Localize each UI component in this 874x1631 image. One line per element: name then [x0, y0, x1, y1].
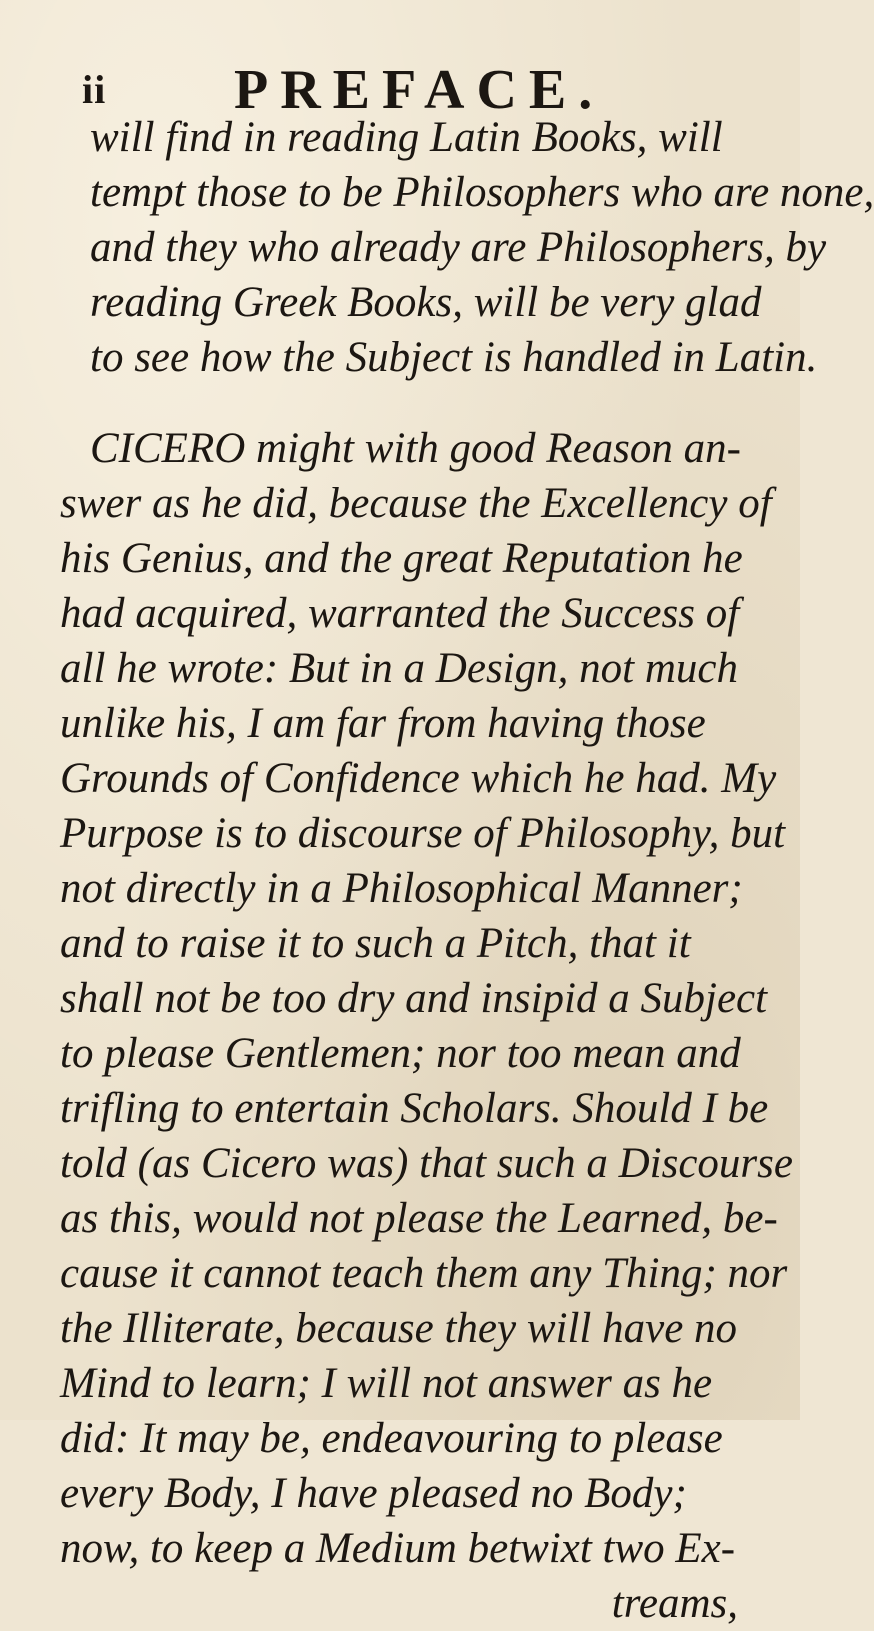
- paragraph-1: [60, 110, 874, 385]
- text-line: trifling to entertain Scholars. Should I be: [60, 1085, 769, 1132]
- text-line: his Genius, and the great Reputation he: [60, 535, 743, 582]
- text-line: swer as he did, because the Excellency of: [60, 480, 772, 527]
- text-line: to please Gentlemen; nor too mean and: [60, 1030, 741, 1077]
- page-header: [0, 10, 800, 121]
- running-head: PREFACE.: [234, 59, 605, 121]
- text-line: shall not be too dry and insipid a Subject: [60, 975, 768, 1022]
- text-line: not directly in a Philosophical Manner;: [60, 865, 743, 912]
- text-line: tempt those to be Philosophers who are none,: [90, 169, 874, 216]
- text-line: and to raise it to such a Pitch, that it: [60, 920, 691, 967]
- paragraph-gap: [60, 385, 760, 421]
- text-line: every Body, I have pleased no Body;: [60, 1470, 687, 1517]
- text-line: to see how the Subject is handled in Latin.: [90, 334, 818, 381]
- text-line: did: It may be, endeavouring to please: [60, 1415, 723, 1462]
- text-line: the Illiterate, because they will have no: [60, 1305, 738, 1352]
- text-line: and they who already are Philosophers, by: [90, 224, 827, 271]
- text-line: reading Greek Books, will be very glad: [90, 279, 762, 326]
- text-line: Grounds of Confidence which he had. My: [60, 755, 777, 802]
- text-line: CICERO might with good Reason an-: [90, 425, 741, 472]
- text-line: had acquired, warranted the Success of: [60, 590, 740, 637]
- text-line: told (as Cicero was) that such a Discourse: [60, 1140, 793, 1187]
- text-line: as this, would not please the Learned, be-: [60, 1195, 778, 1242]
- text-line: Mind to learn; I will not answer as he: [60, 1360, 713, 1407]
- paragraph-2: [60, 421, 793, 1576]
- page-number: ii: [82, 67, 107, 112]
- text-line: cause it cannot teach them any Thing; nor: [60, 1250, 788, 1297]
- text-line: will find in reading Latin Books, will: [90, 114, 723, 161]
- text-line: unlike his, I am far from having those: [60, 700, 706, 747]
- text-line: Purpose is to discourse of Philosophy, but: [60, 810, 786, 857]
- text-line: now, to keep a Medium betwixt two Ex-: [60, 1525, 736, 1572]
- catchword: treams,: [611, 1580, 738, 1627]
- body-text: [60, 110, 874, 1631]
- text-line: all he wrote: But in a Design, not much: [60, 645, 738, 692]
